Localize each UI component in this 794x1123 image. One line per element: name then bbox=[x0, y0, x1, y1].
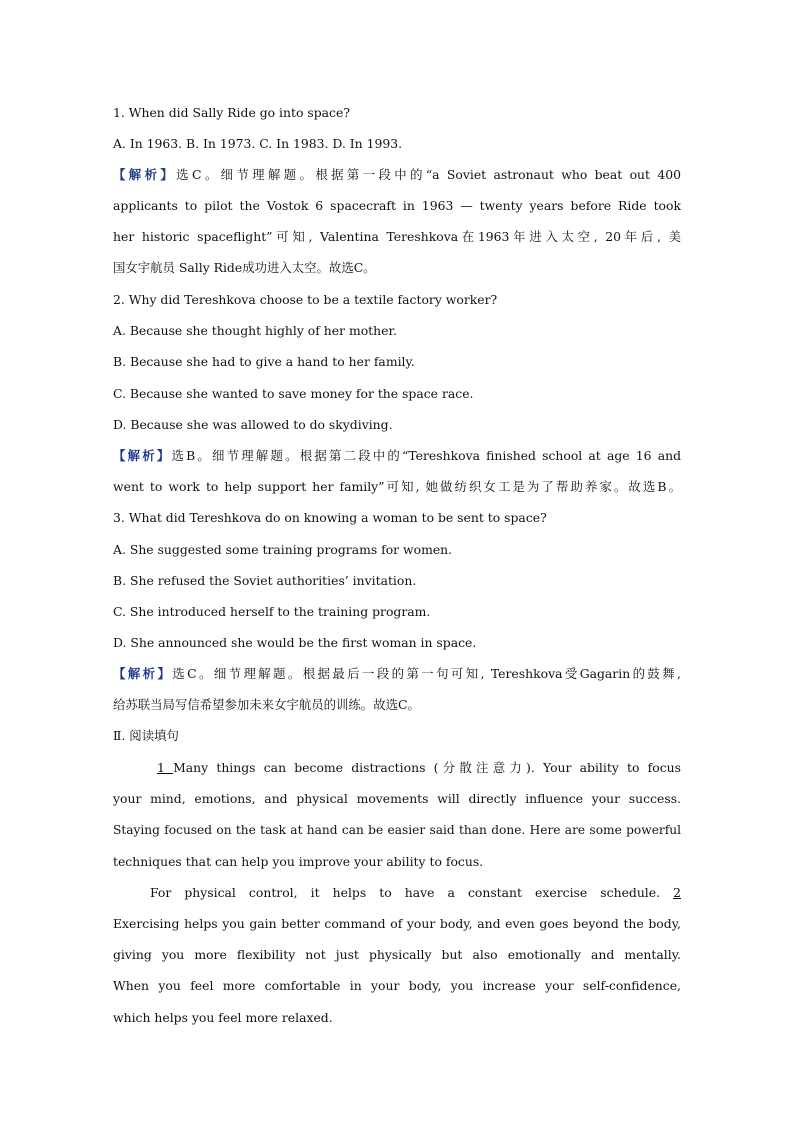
q3-option-b: B. She refused the Soviet authorities’ invitation. bbox=[113, 573, 417, 588]
q2-option-d: D. Because she was allowed to do skydiving. bbox=[113, 417, 393, 432]
q2-question: 2. Why did Tereshkova choose to be a textile factory worker? bbox=[113, 292, 498, 307]
analysis-tag: 【解析】 bbox=[113, 448, 172, 463]
p2-line-5: which helps you feel more relaxed. bbox=[113, 1010, 333, 1025]
p1-line-2: your mind, emotions, and physical movements will directly influence your success. bbox=[113, 791, 681, 806]
q3-option-c: C. She introduced herself to the training program. bbox=[113, 604, 431, 619]
blank-1: 1 bbox=[157, 760, 174, 775]
p1-line-3: Staying focused on the task at hand can be easier said than done. Here are some powerful bbox=[113, 823, 681, 837]
analysis-tag: 【解析】 bbox=[113, 167, 177, 182]
q2-analysis-line-2: went to work to help support her family”可知, 她做纺织女工是为了帮助养家。故选B。 bbox=[113, 479, 681, 494]
p1-line-4: techniques that can help you improve your ability to focus. bbox=[113, 854, 484, 869]
q3-analysis-line-1 bbox=[113, 666, 681, 682]
q3-question: 3. What did Tereshkova do on knowing a woman to be sent to space? bbox=[113, 510, 547, 525]
q1-analysis-line-4: 国女宇航员 Sally Ride成功进入太空。故选C。 bbox=[113, 260, 376, 275]
q1-analysis-line-3: her historic spaceflight”可知, Valentina Tereshkova在1963年进入太空, 20年后, 美 bbox=[113, 229, 681, 244]
p2-line-1 bbox=[150, 885, 681, 901]
p2-line-4: When you feel more comfortable in your body, you increase your self-confidence, bbox=[113, 978, 681, 993]
q1-analysis-line-1 bbox=[113, 167, 681, 183]
blank-2: 2 bbox=[673, 885, 681, 900]
q3-analysis-line-2: 给苏联当局写信希望参加未来女宇航员的训练。故选C。 bbox=[113, 697, 420, 712]
q1-question: 1. When did Sally Ride go into space? bbox=[113, 105, 350, 120]
q2-option-a: A. Because she thought highly of her mother. bbox=[113, 323, 397, 338]
q1-analysis-text-1: 选C。细节理解题。根据第一段中的“a Soviet astronaut who beat out 400 bbox=[176, 167, 681, 182]
p1-line-1 bbox=[157, 760, 681, 776]
analysis-tag: 【解析】 bbox=[113, 666, 173, 681]
q2-option-b: B. Because she had to give a hand to her family. bbox=[113, 354, 415, 369]
q3-option-d: D. She announced she would be the first woman in space. bbox=[113, 635, 477, 650]
q3-option-a: A. She suggested some training programs for women. bbox=[113, 542, 453, 557]
q1-analysis-line-2: applicants to pilot the Vostok 6 spacecraft in 1963 — twenty years before Ride took bbox=[113, 198, 681, 213]
p2-line-3: giving you more flexibility not just physically but also emotionally and mentally. bbox=[113, 947, 681, 962]
p1-text-1: Many things can become distractions (分散注意力). Your ability to focus bbox=[173, 760, 681, 775]
p2-text-1: For physical control, it helps to have a constant exercise schedule. bbox=[150, 885, 674, 900]
section-heading: Ⅱ. 阅读填句 bbox=[113, 728, 179, 743]
q2-analysis-line-1 bbox=[113, 448, 681, 464]
q2-analysis-text-1: 选B。细节理解题。根据第二段中的“Tereshkova finished school at age 16 and bbox=[171, 448, 681, 463]
p2-line-2: Exercising helps you gain better command of your body, and even goes beyond the body, bbox=[113, 916, 681, 931]
q2-option-c: C. Because she wanted to save money for the space race. bbox=[113, 386, 474, 401]
q3-analysis-text-1: 选C。细节理解题。根据最后一段的第一句可知, Tereshkova受Gagarin的鼓舞, bbox=[172, 666, 681, 681]
q1-options: A. In 1963. B. In 1973. C. In 1983. D. In 1993. bbox=[113, 136, 403, 151]
